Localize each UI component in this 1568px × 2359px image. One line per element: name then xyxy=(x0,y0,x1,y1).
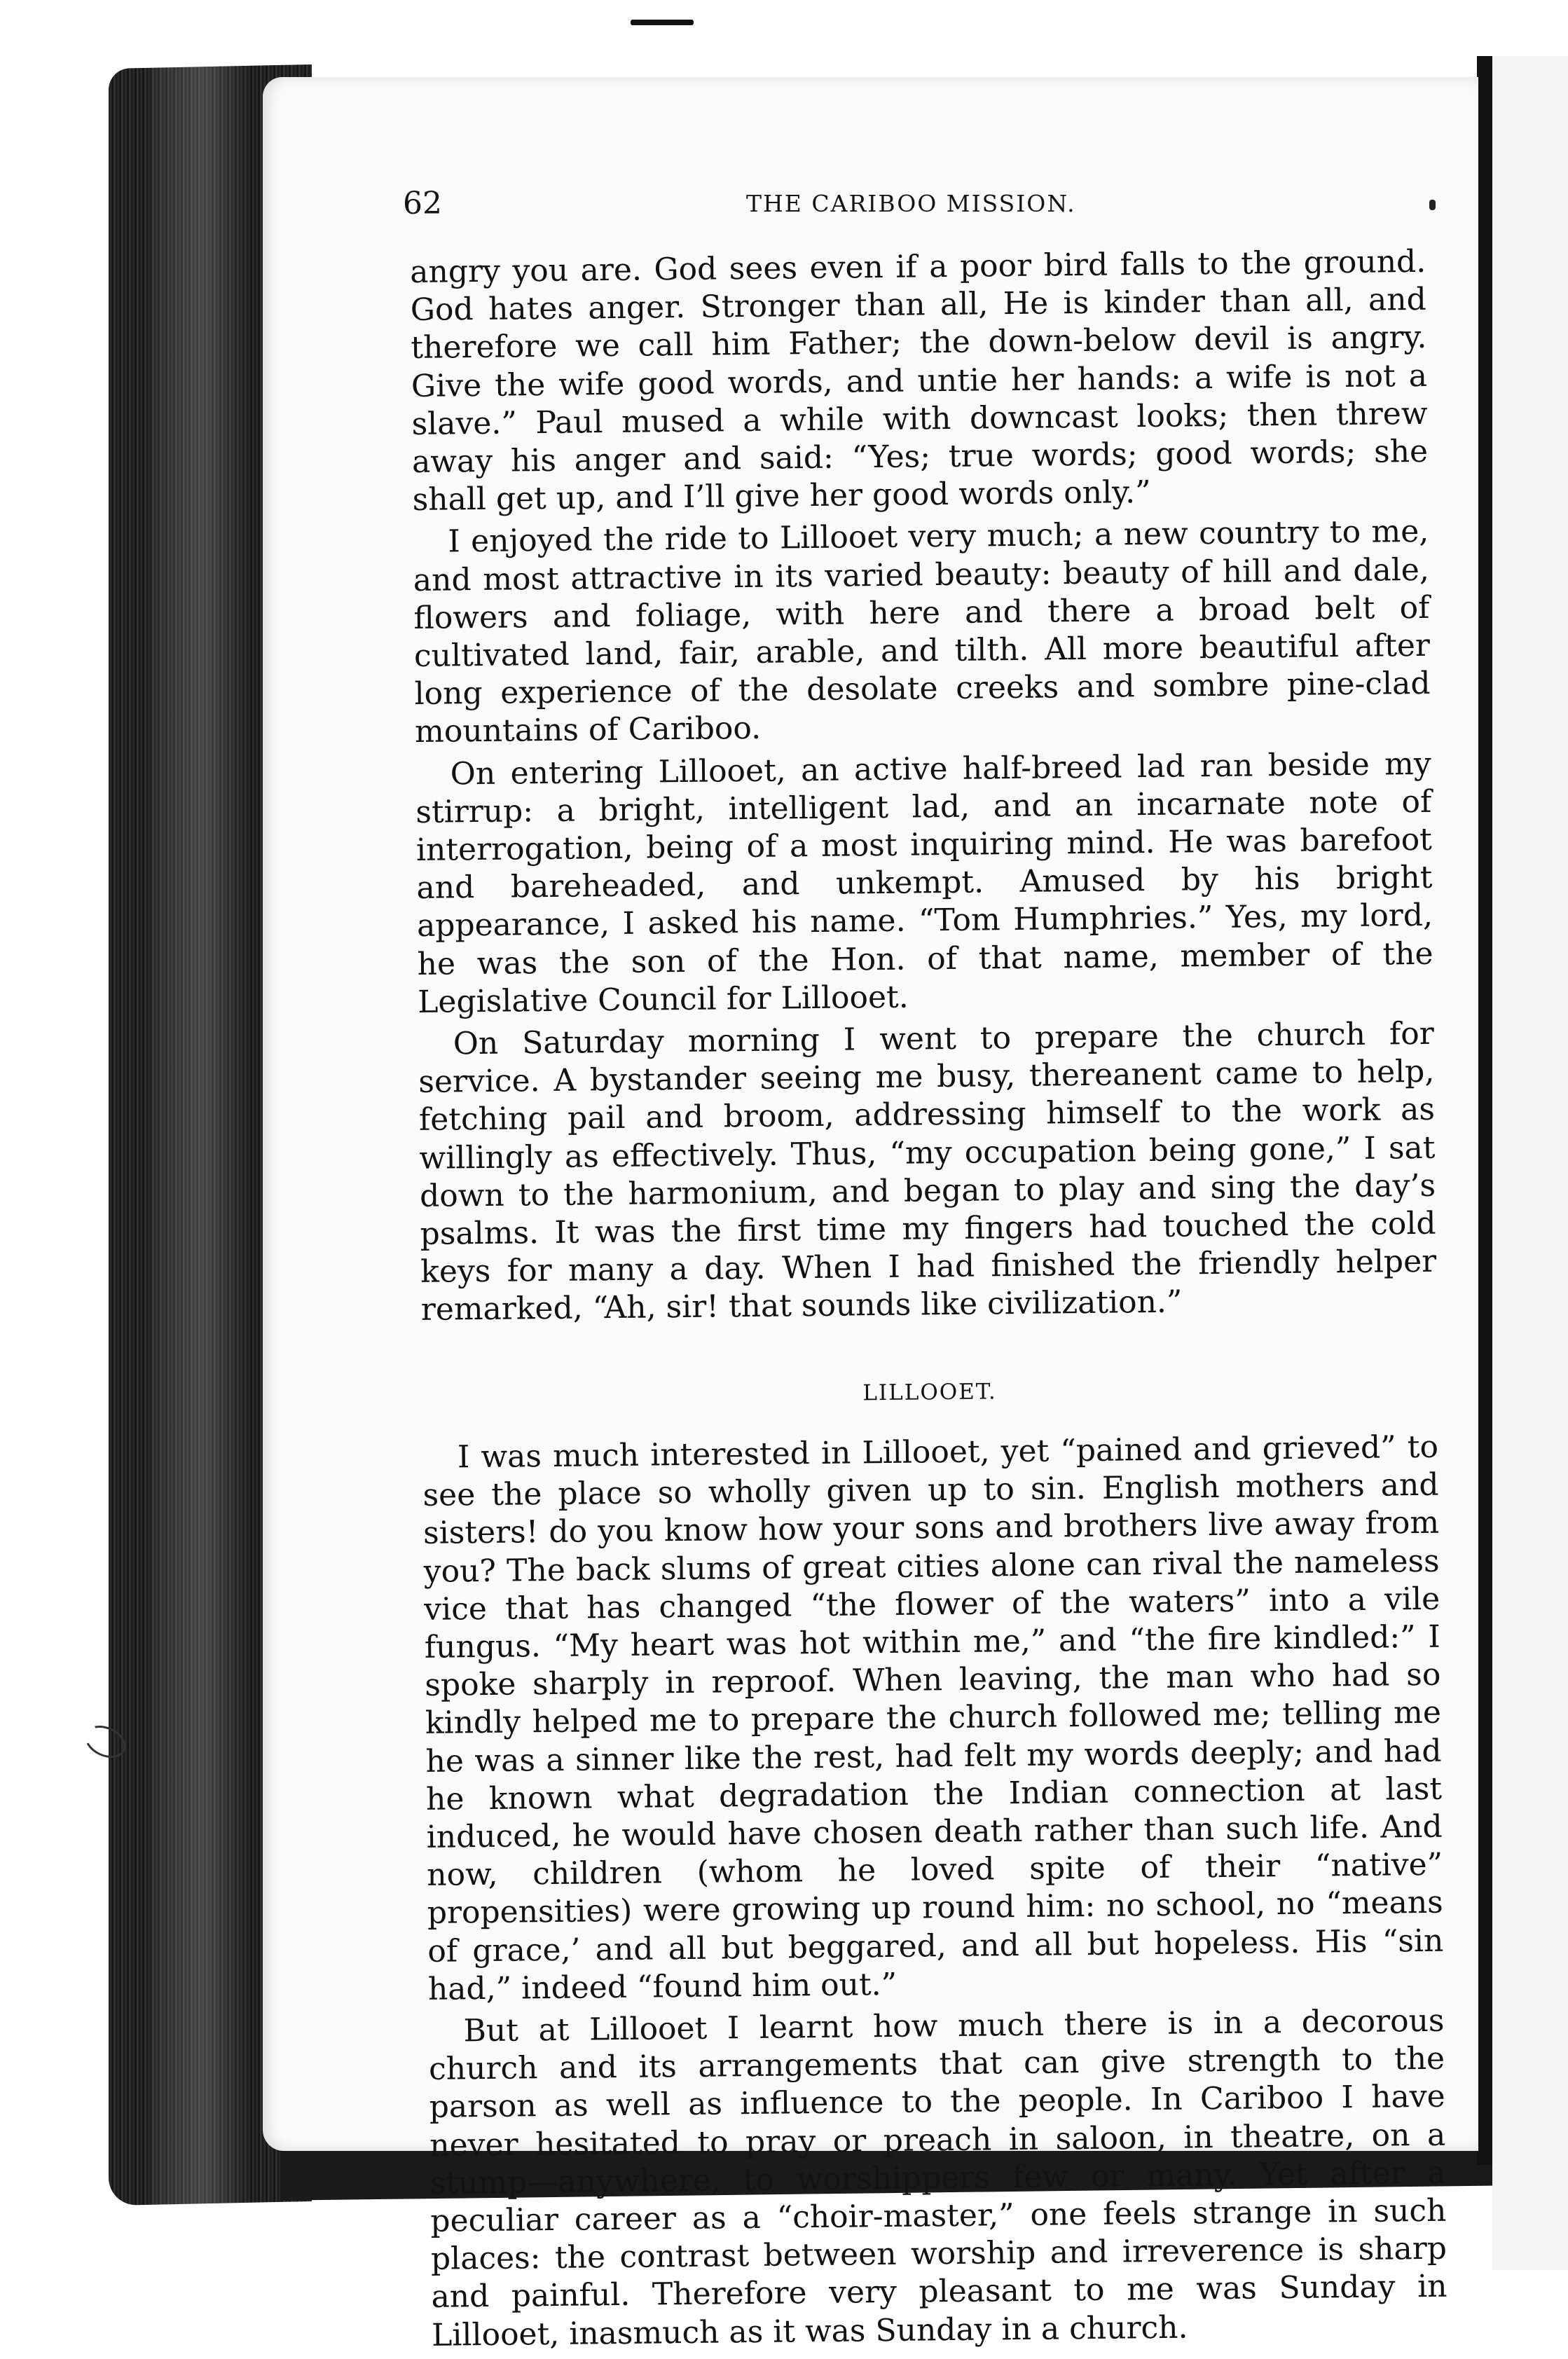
page-number: 62 xyxy=(403,186,442,221)
paragraph-decorous-church: But at Lillooet I learnt how much there is in a decorous church and its arrangements that can give strength to the parson as well as influence to the people. In Cariboo I have never hesitated to pray or preach in saloon, in theatre, on a stump—anywhere, to worshippers few or many. Yet after a peculiar career as a “choir-master,” one feels strange in such places: the contrast between worship and irreverence is sharp and painful. Therefore very pleasant to me was Sunday in Lillooet, inasmuch as it was Sunday in a church. xyxy=(428,2002,1447,2353)
paragraph-saturday-morning: On Saturday morning I went to prepare the church for service. A bystander seeing me busy, thereanent came to help, fetching pail and broom, addressing himself to the work as willingly as effectively. Thus, “my occupation being gone,” I sat down to the harmonium, and began to play and sing the day’s psalms. It was the first time my fingers had touched the cold keys for many a day. When I had finished the friendly helper remarked, “Ah, sir! that sounds like civilization.” xyxy=(418,1015,1437,1328)
paragraph-continued: angry you are. God sees even if a poor bird falls to the ground. God hates anger. Stronger than all, He is kinder than all, and therefore we call him Father; the down-below devil is angry. Give the wife good words, and untie her hands: a wife is not a slave.” Paul mused a while with downcast looks; then threw away his anger and said: “Yes; true words; good words; she shall get up, and I’ll give her good words only.” xyxy=(410,243,1429,518)
paragraph-interested-in-lillooet: I was much interested in Lillooet, yet “pained and grieved” to see the place so wholly given up to sin. English mothers and sisters! do you know how your sons and brothers live away from you? The back slums of great cities alone can rival the nameless vice that has changed “the flower of the waters” into a vile fungus. “My heart was hot within me,” and “the fire kindled:” I spoke sharply in reproof. When leaving, the man who had so kindly helped me to prepare the church followed me; telling me he was a sinner like the rest, had felt my words deeply; and had he known what degradation the Indian connection at last induced, he would have chosen death rather than such life. And now, children (whom he loved spite of their “native” propensities) were growing up round him: no school, no “means of grace,’ and all but beggared, and all but hopeless. His “sin had,” indeed “found him out.” xyxy=(422,1429,1444,2007)
paragraph-ride-to-lillooet: I enjoyed the ride to Lillooet very much; a new country to me, and most attractive in its varied beauty: beauty of hill and dale, flowers and foliage, with here and there a broad belt of cultivated land, fair, arable, and tilth. All more beautiful after long experience of the desolate creeks and sombre pine-clad mountains of Cariboo. xyxy=(413,514,1431,750)
paragraph-half-breed-lad: On entering Lillooet, an active half-breed lad ran beside my stirrup: a bright, intelligent lad, and an incarnate note of interrogation, being of a most inquiring mind. He was barefoot and bareheaded, and unkempt. Amused by his bright appearance, I asked his name. “Tom Humphries.” Yes, my lord, he was the son of the Hon. of that name, member of the Legislative Council for Lillooet. xyxy=(415,745,1433,1020)
running-title: THE CARIBOO MISSION. xyxy=(746,190,1076,217)
running-head xyxy=(403,186,1475,228)
section-heading: LILLOOET. xyxy=(862,1379,997,1406)
scan-mark xyxy=(631,20,694,25)
facing-page-sliver xyxy=(1492,56,1568,2270)
gutter-shadow xyxy=(1477,56,1492,2165)
page-body xyxy=(410,243,1447,2359)
